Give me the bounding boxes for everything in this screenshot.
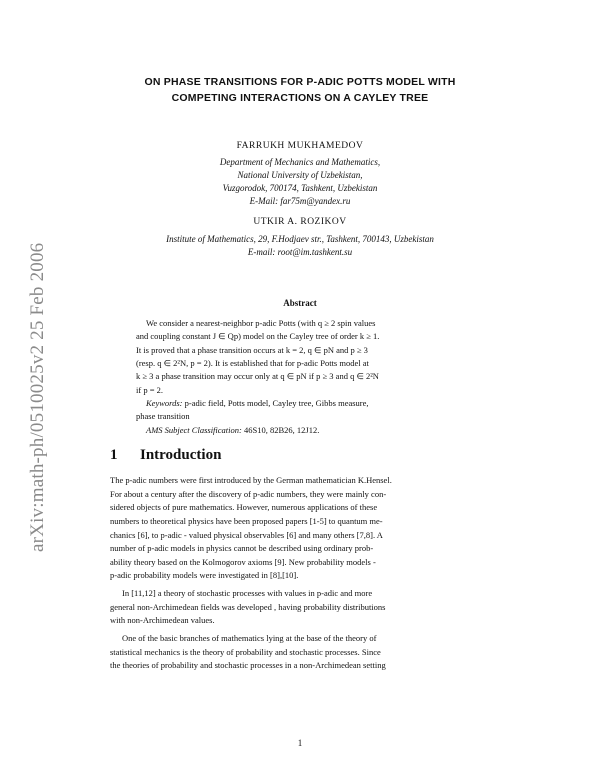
abstract-line: if p = 2. [136,385,163,395]
abstract-line: It is proved that a phase transition occurs at k = 2, q ∈ pN and p ≥ 3 [136,345,368,355]
section-heading [110,447,221,464]
arxiv-stamp: arXiv:math-ph/0510025v2 25 Feb 2006 [27,242,48,552]
keywords-text: p-adic field, Potts model, Cayley tree, Gibbs measure, [184,398,369,408]
body-line: general non-Archimedean fields was developed , having probability distributions [110,602,386,612]
author-2-name: UTKIR A. ROZIKOV [253,217,347,227]
ams-label: AMS Subject Classification: [146,425,242,435]
body-line: The p-adic numbers were first introduced by the German mathematician K.Hensel. [110,475,392,485]
keywords-line-2: phase transition [136,411,190,421]
author-2-affiliation-line: Institute of Mathematics, 29, F.Hodjaev str., Tashkent, 700143, Uzbekistan [166,234,434,244]
author-1-name: FARRUKH MUKHAMEDOV [236,141,364,151]
abstract-heading: Abstract [283,298,317,308]
ams-value: 46S10, 82B26, 12J12. [243,425,320,435]
keywords-label: Keywords: [146,398,183,408]
body-line: statistical mechanics is the theory of probability and stochastic processes. Since [110,647,381,657]
author-1-affiliation-line: National University of Uzbekistan, [237,170,363,180]
title-line-1: ON PHASE TRANSITIONS FOR P-ADIC POTTS MODEL WITH [144,76,456,88]
body-line: the theories of probability and stochastic processes in a non-Archimedean setting [110,660,386,670]
author-1-affiliation-line: Vuzgorodok, 700174, Tashkent, Uzbekistan [222,183,378,193]
body-line: sidered objects of pure mathematics. However, numerous applications of these [110,502,378,512]
body-line: numbers to theoretical physics have been proposed papers [1-5] to quantum me- [110,516,383,526]
body-line: chanics [6], to p-adic - valued physical observables [6] and many others [7,8]. A [110,530,383,540]
body-line: ability theory based on the Kolmogorov axioms [9]. New probability models - [110,557,376,567]
body-line: For about a century after the discovery of p-adic numbers, they were mainly con- [110,489,387,499]
keywords-line [146,397,446,410]
author-1-email: E-Mail: far75m@yandex.ru [249,196,351,206]
section-number: 1 [110,447,118,463]
page-number: 1 [297,738,303,748]
author-1-affiliation-line: Department of Mechanics and Mathematics, [219,157,381,167]
abstract-line: (resp. q ∈ 2²N, p = 2). It is established that for p-adic Potts model at [136,358,369,368]
abstract-line: and coupling constant J ∈ Qp) model on the Cayley tree of order k ≥ 1. [136,331,380,341]
ams-line [146,424,446,437]
author-2-email: E-mail: root@im.tashkent.su [247,247,353,257]
body-line: number of p-adic models in physics cannot be described using ordinary prob- [110,543,374,553]
body-line: In [11,12] a theory of stochastic processes with values in p-adic and more [122,588,373,598]
abstract-line: We consider a nearest-neighbor p-adic Potts (with q ≥ 2 spin values [146,318,376,328]
body-line: with non-Archimedean values. [110,615,215,625]
section-title: Introduction [140,447,222,463]
body-line: One of the basic branches of mathematics lying at the base of the theory of [122,633,377,643]
title-line-2: COMPETING INTERACTIONS ON A CAYLEY TREE [171,92,429,104]
abstract-line: k ≥ 3 a phase transition may occur only at q ∈ pN if p ≥ 3 and q ∈ 2²N [136,371,379,381]
body-line: p-adic probability models were investigated in [8],[10]. [110,570,299,580]
